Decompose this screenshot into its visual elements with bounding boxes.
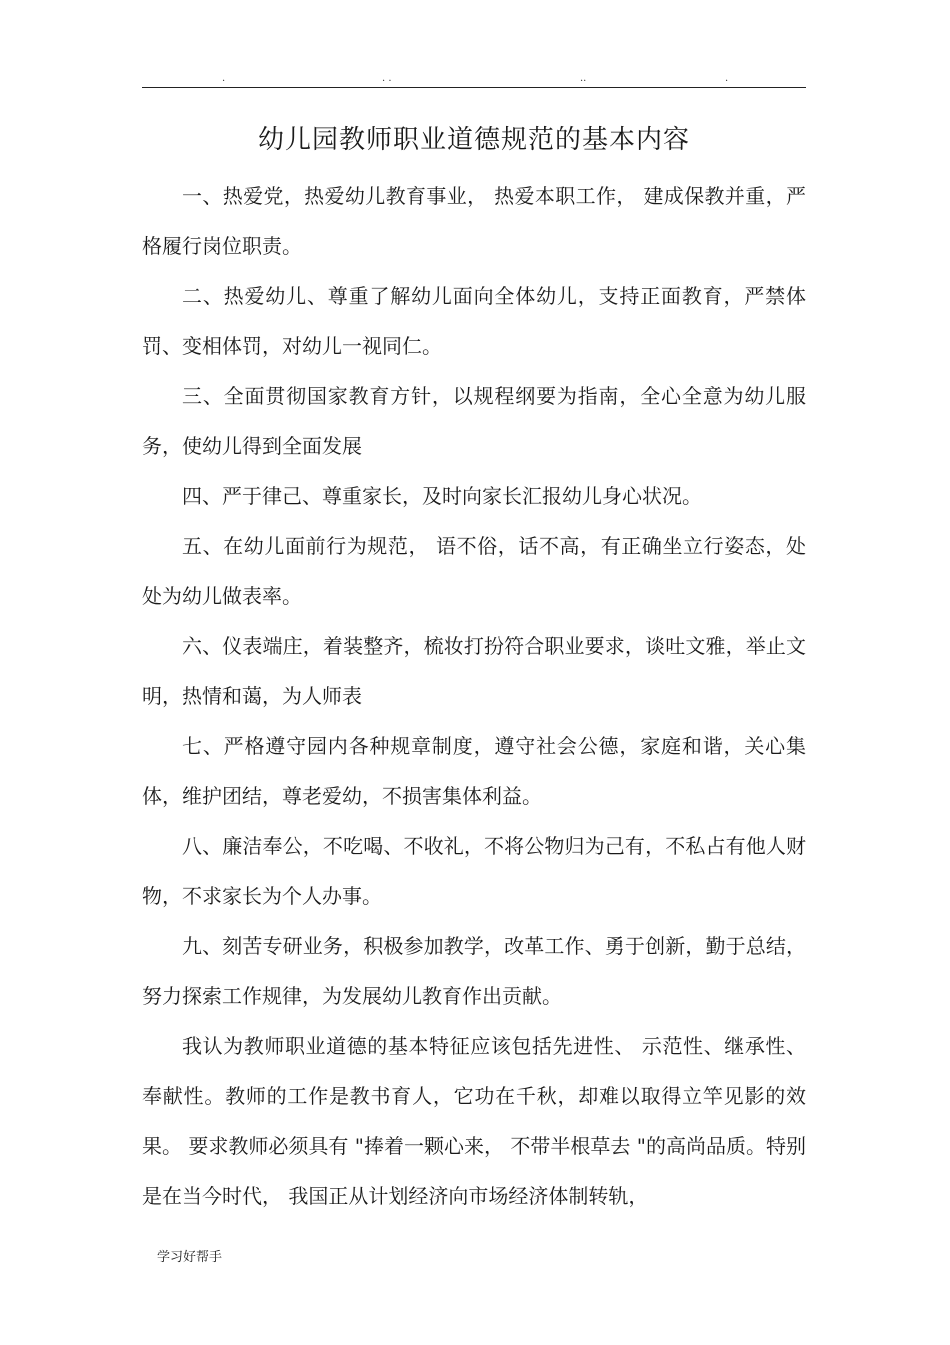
page-footer: 学习好帮手 [157,1250,223,1265]
header-rule [142,87,806,88]
paragraph-2: 二、热爱幼儿、尊重了解幼儿面向全体幼儿，支持正面教育，严禁体罚、变相体罚，对幼儿一视同仁。 [142,284,806,358]
header-mark: .. [580,73,587,84]
paragraph-3: 三、全面贯彻国家教育方针，以规程纲要为指南，全心全意为幼儿服务，使幼儿得到全面发展 [142,384,806,458]
paragraph-9: 九、刻苦专研业务，积极参加教学，改革工作、勇于创新，勤于总结，努力探索工作规律，为发展幼儿教育作出贡献。 [142,934,806,1008]
paragraph-1: 一、热爱党，热爱幼儿教育事业， 热爱本职工作， 建成保教并重，严格履行岗位职责。 [142,184,806,258]
paragraph-4: 四、严于律己、尊重家长，及时向家长汇报幼儿身心状况。 [182,484,702,508]
paragraph-6: 六、仪表端庄，着装整齐，梳妆打扮符合职业要求，谈吐文雅，举止文明，热情和蔼，为人师表 [142,634,806,708]
paragraph-5: 五、在幼儿面前行为规范， 语不俗，话不高，有正确坐立行姿态，处处为幼儿做表率。 [142,534,806,608]
header-mark: . [725,73,729,84]
paragraph-8: 八、廉洁奉公，不吃喝、不收礼，不将公物归为己有，不私占有他人财物，不求家长为个人办事。 [142,834,806,908]
paragraph-10: 我认为教师职业道德的基本特征应该包括先进性、 示范性、继承性、奉献性。教师的工作是教书育人，它功在千秋，却难以取得立竿见影的效果。 要求教师必须具有 "捧着一颗心来， 不带半根草去 "的高尚品质。特别是在当今时代， 我国正从计划经济向市场经济体制转轨， [142,1034,806,1208]
header-mark: . [222,73,226,84]
page-header-marks [142,72,806,86]
document-title: 幼儿园教师职业道德规范的基本内容 [257,125,690,155]
header-mark: . . [382,73,392,84]
paragraph-7: 七、严格遵守园内各种规章制度，遵守社会公德，家庭和谐，关心集体，维护团结，尊老爱幼，不损害集体利益。 [142,734,806,808]
document-body [142,171,806,1221]
